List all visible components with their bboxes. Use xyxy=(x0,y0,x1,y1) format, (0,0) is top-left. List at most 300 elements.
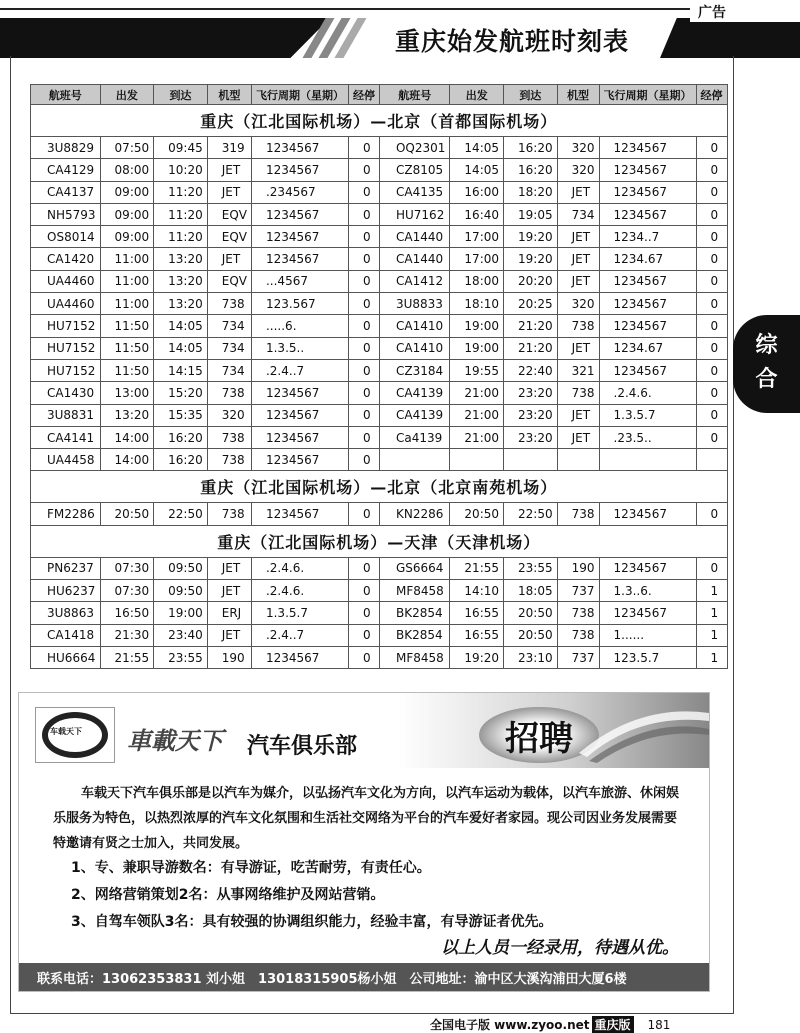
departure-time-cell: 18:00 xyxy=(450,270,504,292)
aircraft-type-cell: 190 xyxy=(557,557,599,579)
flight-number-cell: BK2854 xyxy=(379,624,449,646)
arrival-time-cell: 20:50 xyxy=(504,624,558,646)
arrival-time-cell: 09:50 xyxy=(154,580,208,602)
arrival-time-cell: 21:20 xyxy=(504,315,558,337)
flight-number-cell: HU6664 xyxy=(31,646,101,668)
column-header: 出发 xyxy=(450,85,504,105)
stops-cell: 0 xyxy=(696,382,727,404)
table-row xyxy=(31,404,728,426)
contact-bar: 联系电话：13062353831 刘小姐 13018315905杨小姐 公司地址：渝中区大溪沟浦田大厦6楼 xyxy=(19,963,709,991)
stops-cell: 0 xyxy=(348,181,379,203)
arrival-time-cell: 19:00 xyxy=(154,602,208,624)
departure-time-cell: 21:55 xyxy=(450,557,504,579)
route-row xyxy=(31,471,728,503)
aircraft-type-cell: 320 xyxy=(557,137,599,159)
stops-cell: 0 xyxy=(696,337,727,359)
aircraft-type-cell: 738 xyxy=(207,503,251,525)
departure-time-cell: 14:05 xyxy=(450,137,504,159)
flight-days-cell: .2.4..7 xyxy=(251,624,348,646)
column-header: 经停 xyxy=(348,85,379,105)
table-row xyxy=(31,624,728,646)
stops-cell: 0 xyxy=(696,557,727,579)
arrival-time-cell: 23:55 xyxy=(504,557,558,579)
flight-days-cell: 1234567 xyxy=(599,557,696,579)
stops-cell: 1 xyxy=(696,646,727,668)
aircraft-type-cell: 320 xyxy=(557,293,599,315)
table-row xyxy=(31,426,728,448)
flight-days-cell: .2.4.6. xyxy=(251,557,348,579)
aircraft-type-cell: 738 xyxy=(557,602,599,624)
flight-number-cell: Ca4139 xyxy=(379,426,449,448)
table-row xyxy=(31,203,728,225)
aircraft-type-cell: 321 xyxy=(557,359,599,381)
flight-number-cell: HU6237 xyxy=(31,580,101,602)
departure-time-cell: 21:30 xyxy=(100,624,154,646)
aircraft-type-cell: 738 xyxy=(557,503,599,525)
flight-timetable xyxy=(30,84,728,669)
departure-time-cell: 07:30 xyxy=(100,557,154,579)
flight-days-cell: 1234567 xyxy=(599,293,696,315)
flight-days-cell: 1...... xyxy=(599,624,696,646)
logo-text: 车载天下 xyxy=(50,727,82,736)
column-header: 飞行周期（星期） xyxy=(251,85,348,105)
arrival-time-cell: 23:10 xyxy=(504,646,558,668)
flight-number-cell: CZ8105 xyxy=(379,159,449,181)
departure-time-cell: 16:00 xyxy=(450,181,504,203)
stops-cell: 0 xyxy=(696,270,727,292)
flight-number-cell: CA4139 xyxy=(379,382,449,404)
aircraft-type-cell: 734 xyxy=(207,315,251,337)
stops-cell: 0 xyxy=(696,226,727,248)
flight-number-cell: CA4141 xyxy=(31,426,101,448)
aircraft-type-cell: JET xyxy=(207,181,251,203)
flight-number-cell: CA4137 xyxy=(31,181,101,203)
stops-cell: 1 xyxy=(696,580,727,602)
stops-cell: 0 xyxy=(348,404,379,426)
stops-cell: 0 xyxy=(696,426,727,448)
aircraft-type-cell: 320 xyxy=(557,159,599,181)
flight-number-cell: CA4139 xyxy=(379,404,449,426)
stops-cell: 0 xyxy=(348,159,379,181)
aircraft-type-cell: JET xyxy=(207,248,251,270)
flight-number-cell: HU7162 xyxy=(379,203,449,225)
aircraft-type-cell: JET xyxy=(557,181,599,203)
flight-days-cell: 1.3..6. xyxy=(599,580,696,602)
departure-time-cell: 19:55 xyxy=(450,359,504,381)
header-rule xyxy=(0,8,690,10)
arrival-time-cell: 23:55 xyxy=(154,646,208,668)
flight-days-cell: .2.4..7 xyxy=(251,359,348,381)
flight-number-cell: 3U8833 xyxy=(379,293,449,315)
column-header: 航班号 xyxy=(31,85,101,105)
arrival-time-cell: 16:20 xyxy=(154,449,208,471)
flight-number-cell: CA1412 xyxy=(379,270,449,292)
aircraft-type-cell: JET xyxy=(207,159,251,181)
flight-days-cell: .2.4.6. xyxy=(251,580,348,602)
aircraft-type-cell: JET xyxy=(557,426,599,448)
departure-time-cell: 11:50 xyxy=(100,337,154,359)
flight-days-cell: 1234567 xyxy=(251,503,348,525)
stops-cell: 0 xyxy=(696,293,727,315)
ad-tag-label: 广告 xyxy=(698,5,726,21)
flight-number-cell: 3U8863 xyxy=(31,602,101,624)
flight-number-cell: NH5793 xyxy=(31,203,101,225)
flight-days-cell: 1234.67 xyxy=(599,248,696,270)
arrival-time-cell: 14:05 xyxy=(154,315,208,337)
aircraft-type-cell: ERJ xyxy=(207,602,251,624)
table-row xyxy=(31,359,728,381)
flight-number-cell: PN6237 xyxy=(31,557,101,579)
stops-cell: 1 xyxy=(696,602,727,624)
aircraft-type-cell xyxy=(557,449,599,471)
flight-days-cell: 1234567 xyxy=(251,646,348,668)
flight-number-cell: 3U8829 xyxy=(31,137,101,159)
flight-days-cell: 123.5.7 xyxy=(599,646,696,668)
stops-cell: 0 xyxy=(348,602,379,624)
ad-intro: 车载天下汽车俱乐部是以汽车为媒介，以弘扬汽车文化为方向，以汽车运动为载体，以汽车旅游、休闲娱乐服务为特色，以热烈浓厚的汽车文化氛围和生活社交网络为平台的汽车爱好者家园。现公司因业务发展需要特邀请有贤之士加入，共同发展。 xyxy=(53,786,680,851)
flight-days-cell: 1234567 xyxy=(599,602,696,624)
aircraft-type-cell: 190 xyxy=(207,646,251,668)
flight-days-cell: 1234567 xyxy=(251,226,348,248)
stops-cell: 0 xyxy=(348,503,379,525)
flight-days-cell: 1234.67 xyxy=(599,337,696,359)
arrival-time-cell: 15:20 xyxy=(154,382,208,404)
flight-number-cell: 3U8831 xyxy=(31,404,101,426)
route-row xyxy=(31,105,728,137)
flight-number-cell: UA4460 xyxy=(31,270,101,292)
stops-cell: 0 xyxy=(348,270,379,292)
table-row xyxy=(31,270,728,292)
arrival-time-cell: 09:45 xyxy=(154,137,208,159)
stops-cell: 0 xyxy=(348,449,379,471)
flight-number-cell: HU7152 xyxy=(31,315,101,337)
flight-number-cell: MF8458 xyxy=(379,646,449,668)
aircraft-type-cell: JET xyxy=(557,337,599,359)
arrival-time-cell: 18:20 xyxy=(504,181,558,203)
arrival-time-cell: 16:20 xyxy=(154,426,208,448)
flight-number-cell: CA1440 xyxy=(379,248,449,270)
flight-number-cell: OS8014 xyxy=(31,226,101,248)
arrival-time-cell xyxy=(504,449,558,471)
arrival-time-cell: 11:20 xyxy=(154,203,208,225)
flight-days-cell: .23.5.. xyxy=(599,426,696,448)
swoosh-decoration xyxy=(579,703,709,763)
stops-cell: 0 xyxy=(696,315,727,337)
section-tab xyxy=(733,315,800,413)
aircraft-type-cell: 738 xyxy=(557,624,599,646)
column-header: 出发 xyxy=(100,85,154,105)
flight-number-cell: CA4135 xyxy=(379,181,449,203)
flight-number-cell: CA1418 xyxy=(31,624,101,646)
flight-days-cell: 1234567 xyxy=(251,382,348,404)
stops-cell: 0 xyxy=(348,557,379,579)
departure-time-cell: 09:00 xyxy=(100,181,154,203)
flight-number-cell: CA1430 xyxy=(31,382,101,404)
aircraft-type-cell: EQV xyxy=(207,226,251,248)
table-row xyxy=(31,503,728,525)
flight-days-cell: 1.3.5.7 xyxy=(599,404,696,426)
departure-time-cell: 19:00 xyxy=(450,337,504,359)
arrival-time-cell: 10:20 xyxy=(154,159,208,181)
arrival-time-cell: 16:20 xyxy=(504,159,558,181)
departure-time-cell: 16:50 xyxy=(100,602,154,624)
departure-time-cell: 21:00 xyxy=(450,382,504,404)
stops-cell: 0 xyxy=(348,203,379,225)
flight-number-cell: CA1440 xyxy=(379,226,449,248)
aircraft-type-cell: JET xyxy=(557,248,599,270)
departure-time-cell: 16:55 xyxy=(450,624,504,646)
flight-number-cell: HU7152 xyxy=(31,337,101,359)
flight-days-cell: 1.3.5.7 xyxy=(251,602,348,624)
ad-club-name: 汽车俱乐部 xyxy=(247,734,358,759)
arrival-time-cell: 13:20 xyxy=(154,270,208,292)
flight-number-cell: CA1410 xyxy=(379,337,449,359)
arrival-time-cell: 23:20 xyxy=(504,426,558,448)
flight-days-cell: 1234567 xyxy=(599,181,696,203)
aircraft-type-cell: 737 xyxy=(557,646,599,668)
flight-number-cell: GS6664 xyxy=(379,557,449,579)
route-title: 重庆（江北国际机场）—北京（首都国际机场） xyxy=(31,105,728,137)
departure-time-cell: 09:00 xyxy=(100,226,154,248)
flight-days-cell: 1234567 xyxy=(251,426,348,448)
departure-time-cell: 16:55 xyxy=(450,602,504,624)
flight-number-cell: CZ3184 xyxy=(379,359,449,381)
aircraft-type-cell: 734 xyxy=(557,203,599,225)
table-row xyxy=(31,602,728,624)
stops-cell: 0 xyxy=(348,359,379,381)
stops-cell: 0 xyxy=(348,293,379,315)
stops-cell: 0 xyxy=(696,181,727,203)
departure-time-cell: 11:00 xyxy=(100,270,154,292)
column-header: 经停 xyxy=(696,85,727,105)
aircraft-type-cell: 737 xyxy=(557,580,599,602)
column-header: 到达 xyxy=(504,85,558,105)
table-row xyxy=(31,580,728,602)
table-row xyxy=(31,226,728,248)
arrival-time-cell: 14:05 xyxy=(154,337,208,359)
arrival-time-cell: 13:20 xyxy=(154,248,208,270)
flight-number-cell: UA4458 xyxy=(31,449,101,471)
table-row xyxy=(31,137,728,159)
flight-number-cell xyxy=(379,449,449,471)
arrival-time-cell: 19:20 xyxy=(504,226,558,248)
flight-number-cell: CA1420 xyxy=(31,248,101,270)
table-row xyxy=(31,159,728,181)
stops-cell: 0 xyxy=(348,337,379,359)
stops-cell: 0 xyxy=(696,503,727,525)
arrival-time-cell: 20:25 xyxy=(504,293,558,315)
aircraft-type-cell: 738 xyxy=(207,382,251,404)
table-row xyxy=(31,181,728,203)
departure-time-cell: 19:00 xyxy=(450,315,504,337)
aircraft-type-cell: 738 xyxy=(557,382,599,404)
stops-cell: 0 xyxy=(696,248,727,270)
table-row xyxy=(31,382,728,404)
club-logo xyxy=(35,707,115,763)
departure-time-cell: 11:00 xyxy=(100,293,154,315)
flight-days-cell: .2.4.6. xyxy=(599,382,696,404)
requirement-item: 2、网络营销策划2名：从事网络维护及网站营销。 xyxy=(71,887,385,903)
header-stripes xyxy=(300,18,360,58)
ad-slogan: 以上人员一经录用，待遇从优。 xyxy=(441,938,679,958)
flight-number-cell: BK2854 xyxy=(379,602,449,624)
flight-number-cell: UA4460 xyxy=(31,293,101,315)
stops-cell: 1 xyxy=(696,624,727,646)
flight-days-cell: 1.3.5.. xyxy=(251,337,348,359)
flight-days-cell: 1234567 xyxy=(599,359,696,381)
arrival-time-cell: 13:20 xyxy=(154,293,208,315)
column-header: 机型 xyxy=(207,85,251,105)
arrival-time-cell: 14:15 xyxy=(154,359,208,381)
flight-days-cell: 1234567 xyxy=(251,203,348,225)
flight-number-cell: OQ2301 xyxy=(379,137,449,159)
aircraft-type-cell: JET xyxy=(207,624,251,646)
stops-cell: 0 xyxy=(348,646,379,668)
aircraft-type-cell: JET xyxy=(557,270,599,292)
departure-time-cell: 11:50 xyxy=(100,359,154,381)
arrival-time-cell: 21:20 xyxy=(504,337,558,359)
arrival-time-cell: 20:20 xyxy=(504,270,558,292)
stops-cell: 0 xyxy=(696,137,727,159)
stops-cell: 0 xyxy=(348,315,379,337)
arrival-time-cell: 22:40 xyxy=(504,359,558,381)
arrival-time-cell: 19:05 xyxy=(504,203,558,225)
stops-cell: 0 xyxy=(696,159,727,181)
departure-time-cell: 08:00 xyxy=(100,159,154,181)
table-row xyxy=(31,557,728,579)
column-header: 到达 xyxy=(154,85,208,105)
departure-time-cell: 14:00 xyxy=(100,426,154,448)
aircraft-type-cell: 319 xyxy=(207,137,251,159)
route-row xyxy=(31,525,728,557)
departure-time-cell: 17:00 xyxy=(450,248,504,270)
requirement-item: 1、专、兼职导游数名：有导游证，吃苦耐劳，有责任心。 xyxy=(71,860,431,876)
arrival-time-cell: 11:20 xyxy=(154,181,208,203)
departure-time-cell: 20:50 xyxy=(100,503,154,525)
stops-cell: 0 xyxy=(348,580,379,602)
section-tab-line2: 合 xyxy=(755,367,778,392)
stops-cell: 0 xyxy=(696,404,727,426)
header-black-band-right xyxy=(660,18,800,58)
arrival-time-cell: 22:50 xyxy=(154,503,208,525)
table-row xyxy=(31,315,728,337)
table-row xyxy=(31,248,728,270)
flight-days-cell: ...4567 xyxy=(251,270,348,292)
column-header: 机型 xyxy=(557,85,599,105)
aircraft-type-cell: 738 xyxy=(207,293,251,315)
stops-cell: 0 xyxy=(348,226,379,248)
flight-days-cell: 1234567 xyxy=(251,404,348,426)
flight-days-cell: 1234567 xyxy=(251,449,348,471)
aircraft-type-cell: EQV xyxy=(207,203,251,225)
departure-time-cell: 09:00 xyxy=(100,203,154,225)
flight-number-cell: HU7152 xyxy=(31,359,101,381)
aircraft-type-cell: 320 xyxy=(207,404,251,426)
page-title: 重庆始发航班时刻表 xyxy=(395,27,630,56)
aircraft-type-cell: 738 xyxy=(207,426,251,448)
aircraft-type-cell: JET xyxy=(207,557,251,579)
table-row xyxy=(31,293,728,315)
departure-time-cell: 13:20 xyxy=(100,404,154,426)
table-row xyxy=(31,449,728,471)
departure-time-cell: 07:50 xyxy=(100,137,154,159)
aircraft-type-cell: JET xyxy=(207,580,251,602)
flight-days-cell: 1234567 xyxy=(251,159,348,181)
ad-tag xyxy=(690,0,800,22)
footer-edition-tag: 重庆版 xyxy=(592,1016,634,1033)
column-header: 飞行周期（星期） xyxy=(599,85,696,105)
arrival-time-cell: 09:50 xyxy=(154,557,208,579)
flight-number-cell: KN2286 xyxy=(379,503,449,525)
stops-cell: 0 xyxy=(348,624,379,646)
departure-time-cell: 16:40 xyxy=(450,203,504,225)
stops-cell: 0 xyxy=(348,426,379,448)
arrival-time-cell: 16:20 xyxy=(504,137,558,159)
timetable-header-row xyxy=(31,85,728,105)
arrival-time-cell: 23:20 xyxy=(504,404,558,426)
departure-time-cell: 14:05 xyxy=(450,159,504,181)
flight-number-cell: CA4129 xyxy=(31,159,101,181)
flight-number-cell: FM2286 xyxy=(31,503,101,525)
section-tab-line1: 综 xyxy=(755,333,778,358)
page-number: 181 xyxy=(647,1018,671,1032)
flight-days-cell: 1234567 xyxy=(599,315,696,337)
column-header: 航班号 xyxy=(379,85,449,105)
departure-time-cell: 17:00 xyxy=(450,226,504,248)
departure-time-cell xyxy=(450,449,504,471)
table-row xyxy=(31,337,728,359)
arrival-time-cell: 22:50 xyxy=(504,503,558,525)
departure-time-cell: 07:30 xyxy=(100,580,154,602)
arrival-time-cell: 15:35 xyxy=(154,404,208,426)
flight-days-cell: 1234567 xyxy=(599,203,696,225)
arrival-time-cell: 23:40 xyxy=(154,624,208,646)
arrival-time-cell: 23:20 xyxy=(504,382,558,404)
aircraft-type-cell: 738 xyxy=(557,315,599,337)
departure-time-cell: 20:50 xyxy=(450,503,504,525)
departure-time-cell: 11:00 xyxy=(100,248,154,270)
aircraft-type-cell: 734 xyxy=(207,359,251,381)
aircraft-type-cell: EQV xyxy=(207,270,251,292)
aircraft-type-cell: 738 xyxy=(207,449,251,471)
recruitment-ad xyxy=(18,692,710,992)
hire-heading: 招聘 xyxy=(505,719,573,759)
arrival-time-cell: 11:20 xyxy=(154,226,208,248)
requirement-item: 3、自驾车领队3名：具有较强的协调组织能力，经验丰富，有导游证者优先。 xyxy=(71,914,553,930)
page-footer xyxy=(430,1016,670,1033)
departure-time-cell: 13:00 xyxy=(100,382,154,404)
flight-days-cell: 1234567 xyxy=(251,137,348,159)
route-title: 重庆（江北国际机场）—天津（天津机场） xyxy=(31,525,728,557)
flight-days-cell xyxy=(599,449,696,471)
arrival-time-cell: 19:20 xyxy=(504,248,558,270)
timetable-body xyxy=(31,105,728,669)
flight-days-cell: 123.567 xyxy=(251,293,348,315)
stops-cell xyxy=(696,449,727,471)
departure-time-cell: 21:00 xyxy=(450,426,504,448)
departure-time-cell: 14:10 xyxy=(450,580,504,602)
stops-cell: 0 xyxy=(696,203,727,225)
departure-time-cell: 14:00 xyxy=(100,449,154,471)
stops-cell: 0 xyxy=(696,359,727,381)
departure-time-cell: 18:10 xyxy=(450,293,504,315)
arrival-time-cell: 20:50 xyxy=(504,602,558,624)
departure-time-cell: 21:00 xyxy=(450,404,504,426)
flight-number-cell: CA1410 xyxy=(379,315,449,337)
flight-days-cell: 1234567 xyxy=(599,270,696,292)
route-title: 重庆（江北国际机场）—北京（北京南苑机场） xyxy=(31,471,728,503)
ad-brand: 車載天下 xyxy=(127,726,223,755)
